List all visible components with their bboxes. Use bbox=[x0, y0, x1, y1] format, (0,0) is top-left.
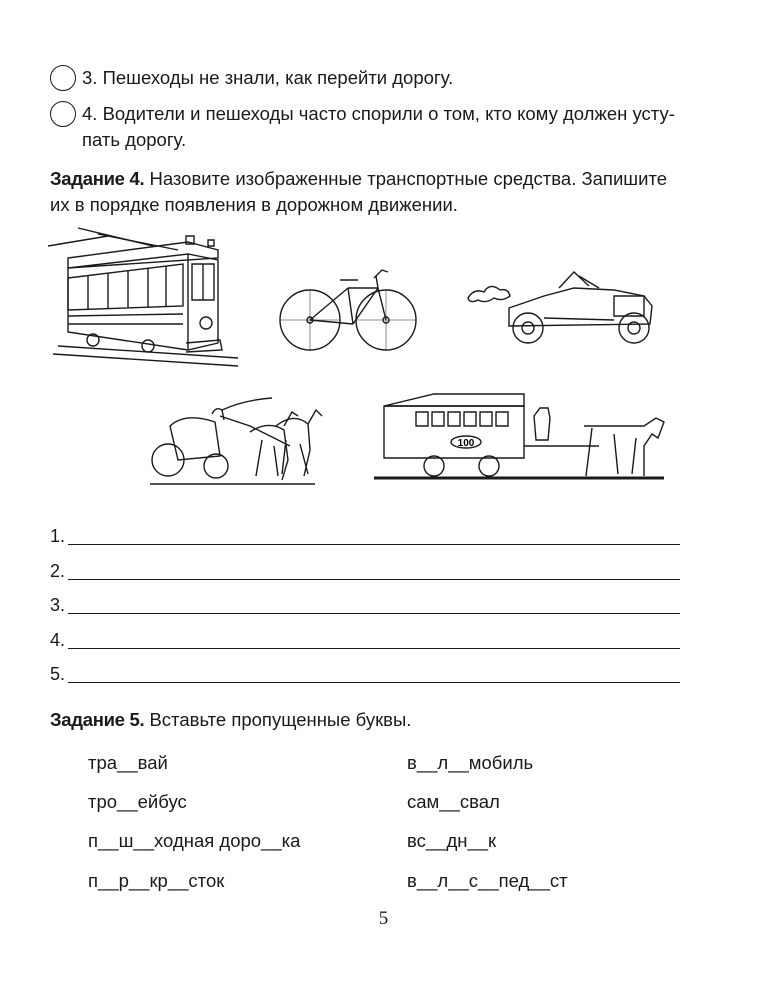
task-5-label: Задание 5. bbox=[50, 709, 145, 730]
bicycle-icon bbox=[278, 266, 418, 354]
answer-number: 5. bbox=[50, 664, 66, 684]
word-left-3: п__ш__ходная доро__ка bbox=[88, 830, 301, 851]
answer-rule[interactable] bbox=[68, 613, 680, 614]
answer-rule[interactable] bbox=[68, 648, 680, 649]
answer-line-3[interactable] bbox=[50, 595, 680, 619]
horse-tram-number: 100 bbox=[457, 438, 475, 449]
word-right-4: в__л__с__пед__ст bbox=[407, 870, 568, 891]
option-circle[interactable] bbox=[50, 101, 76, 127]
word-left-2: тро__ейбус bbox=[88, 791, 187, 812]
answer-rule[interactable] bbox=[68, 544, 680, 545]
answer-line-5[interactable] bbox=[50, 664, 680, 688]
word-left-4: п__р__кр__сток bbox=[88, 870, 225, 891]
word-right-3: вс__дн__к bbox=[407, 830, 497, 851]
answer-line-4[interactable] bbox=[50, 630, 680, 654]
tram-icon bbox=[48, 228, 240, 368]
option-4-text-line2: пать дорогу. bbox=[82, 129, 187, 150]
answer-number: 4. bbox=[50, 630, 66, 650]
answer-number: 3. bbox=[50, 595, 66, 615]
answer-line-1[interactable] bbox=[50, 526, 680, 550]
option-circle[interactable] bbox=[50, 65, 76, 91]
option-3-text: 3. Пешеходы не знали, как перейти дорогу. bbox=[82, 67, 454, 88]
task-4-heading bbox=[50, 166, 690, 218]
option-4-text-line1: 4. Водители и пешеходы часто спорили о том, кто кому должен усту- bbox=[82, 103, 675, 124]
answer-line-2[interactable] bbox=[50, 561, 680, 585]
page-number: 5 bbox=[378, 908, 389, 929]
task-4-label: Задание 4. bbox=[50, 168, 145, 189]
word-left-1: тра__вай bbox=[88, 752, 168, 773]
task-4-text-line1: Назовите изображенные транспортные средства. Запишите bbox=[149, 168, 668, 189]
carriage-icon bbox=[150, 386, 322, 490]
task-4-text-line2: их в порядке появления в дорожном движении. bbox=[50, 194, 458, 215]
task-5-heading bbox=[50, 707, 690, 733]
answer-number: 1. bbox=[50, 526, 66, 546]
task-5-text: Вставьте пропущенные буквы. bbox=[149, 709, 412, 730]
word-right-2: сам__свал bbox=[407, 791, 500, 812]
answer-number: 2. bbox=[50, 561, 66, 581]
horse-tram-icon bbox=[374, 386, 666, 490]
answer-rule[interactable] bbox=[68, 579, 680, 580]
answer-rule[interactable] bbox=[68, 682, 680, 683]
word-right-1: в__л__мобиль bbox=[407, 752, 534, 773]
old-car-icon bbox=[464, 268, 664, 348]
